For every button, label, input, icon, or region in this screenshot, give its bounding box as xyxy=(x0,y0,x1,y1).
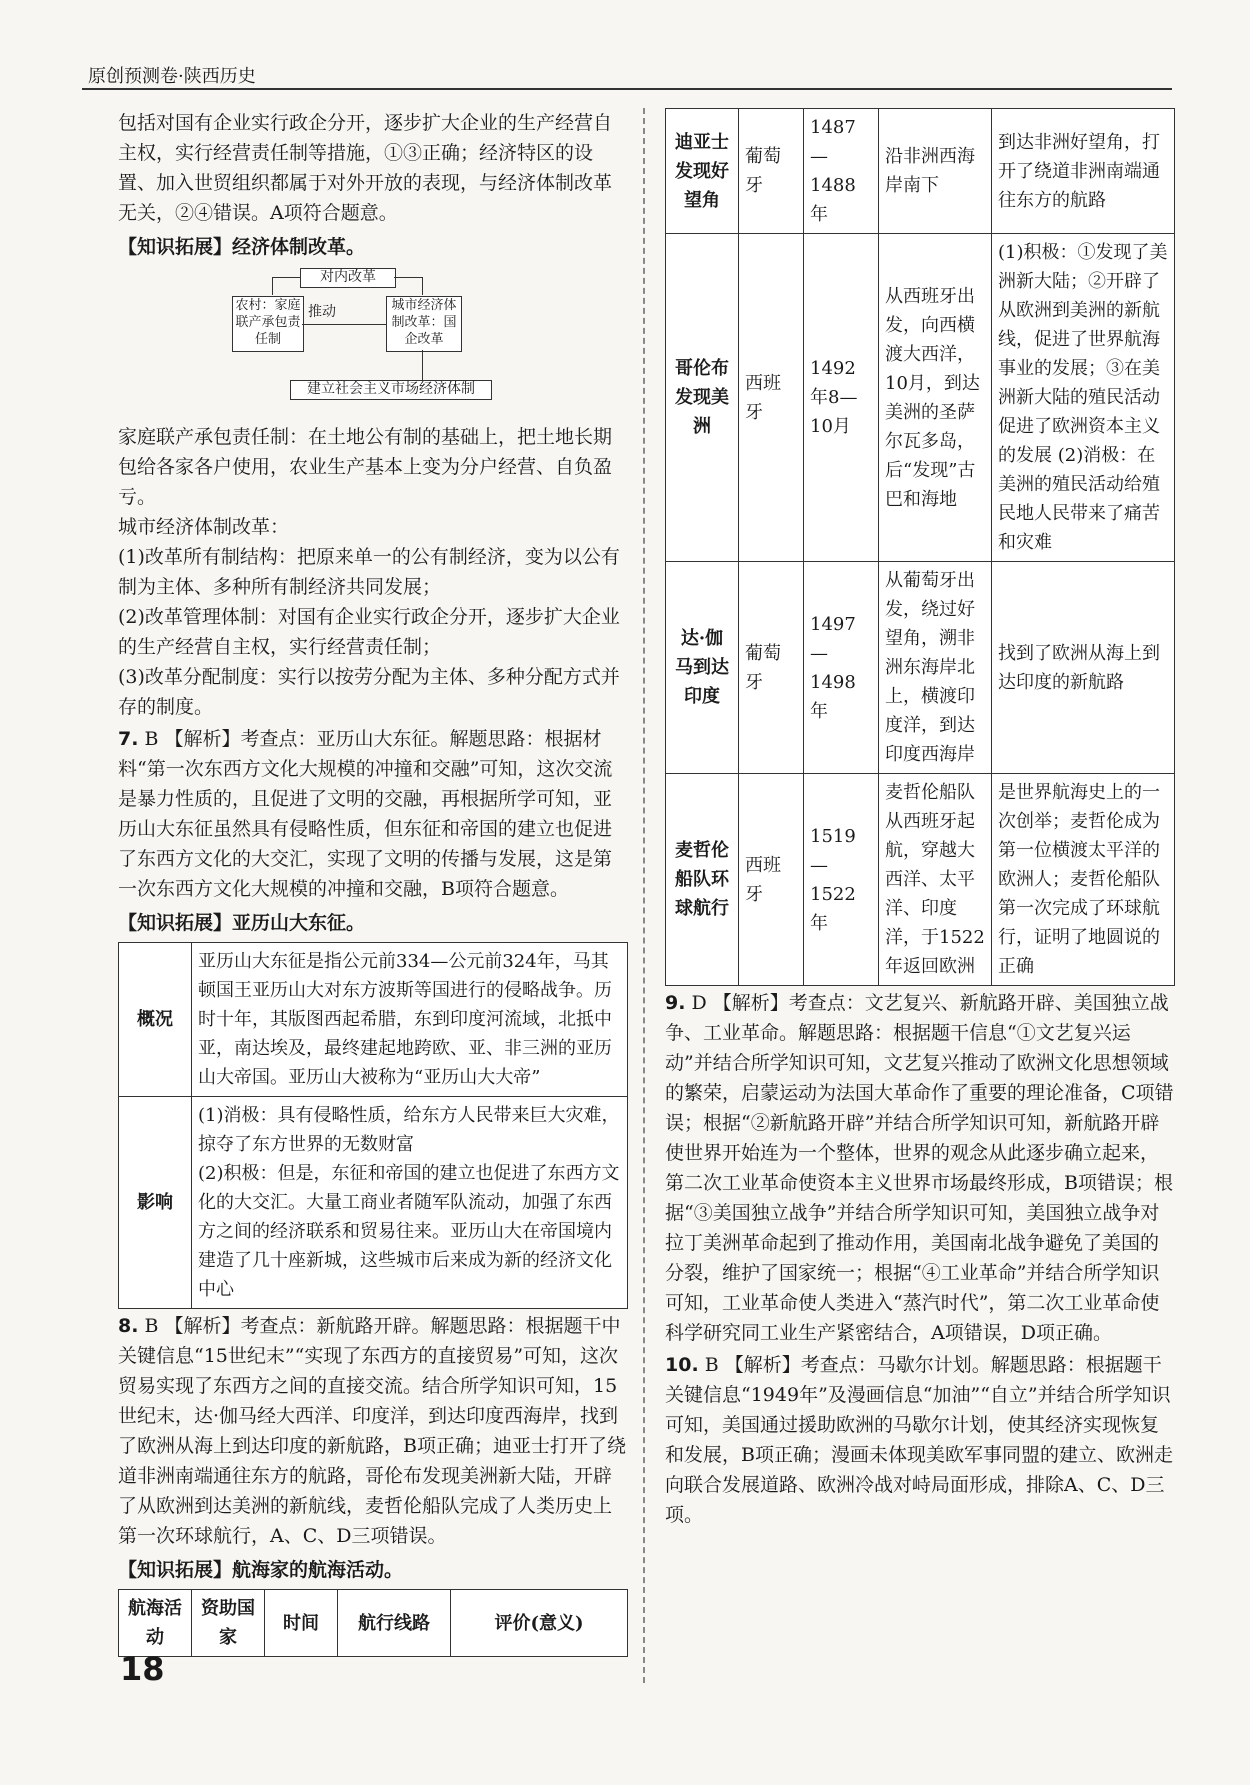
city-reform-item-1: (1)改革所有制结构：把原来单一的公有制经济，变为以公有制为主体、多种所有制经济共同发展； xyxy=(118,546,620,598)
impact-negative: (1)消极：具有侵略性质，给东方人民带来巨大灾难，掠夺了东方世界的无数财富 xyxy=(198,1105,620,1155)
flow-right-box: 城市经济体制改革：国企改革 xyxy=(386,296,462,352)
table-cell: 麦哲伦船队环球航行 xyxy=(666,774,739,986)
table-cell: 是世界航海史上的一次创举；麦哲伦成为第一位横渡太平洋的欧洲人；麦哲伦船队第一次完成了环球航行，证明了地圆说的正确 xyxy=(992,774,1175,986)
table-cell: 麦哲伦船队从西班牙起航，穿越大西洋、太平洋、印度洋，于1522年返回欧洲 xyxy=(879,774,992,986)
table-cell: 沿非洲西海岸南下 xyxy=(879,109,992,234)
knowledge-extension-title: 【知识拓展】航海家的航海活动。 xyxy=(118,1559,404,1581)
answer-9 xyxy=(665,988,1175,1348)
table-cell: 1487—1488年 xyxy=(804,109,879,234)
table-cell: 1492年8—10月 xyxy=(804,234,879,562)
city-reform-item-3: (3)改革分配制度：实行以按劳分配为主体、多种分配方式并存的制度。 xyxy=(118,666,620,718)
knowledge-extension-title: 【知识拓展】经济体制改革。 xyxy=(118,236,366,258)
flow-line xyxy=(394,277,422,278)
table-cell: 葡萄牙 xyxy=(739,562,804,774)
answer-text: B 【解析】考查点：亚历山大东征。解题思路：根据材料“第一次东西方文化大规模的冲撞和交融”可知，这次交流是暴力性质的，且促进了文明的交融，再根据所学可知，亚历山大东征虽然具有侵略性质，但东征和帝国的建立也促进了东西方文化的大交汇，实现了文明的传播与发展，这是第一次东西方文化大规模的冲撞和交融，B项符合题意。 xyxy=(118,728,613,900)
answer-8 xyxy=(118,1311,628,1551)
answer-7 xyxy=(118,724,628,904)
question-number: 7. xyxy=(118,728,139,750)
navigation-table-header xyxy=(118,1589,628,1657)
flow-arrow xyxy=(302,324,386,325)
table-cell: (1)积极：①发现了美洲新大陆；②开辟了从欧洲到美洲的新航线，促进了世界航海事业的发展；③在美洲新大陆的殖民活动促进了欧洲资本主义的发展 (2)消极：在美洲的殖民活动给殖民地人民带来了痛苦和灾难 xyxy=(992,234,1175,562)
table-cell: 达·伽马到达印度 xyxy=(666,562,739,774)
table-cell: 西班牙 xyxy=(739,774,804,986)
table-cell: 从西班牙出发，向西横渡大西洋，10月，到达美洲的圣萨尔瓦多岛，后“发现”古巴和海地 xyxy=(879,234,992,562)
question-number: 9. xyxy=(665,992,686,1014)
right-column xyxy=(665,108,1175,1530)
city-reform-item-2: (2)改革管理体制：对国有企业实行政企分开，逐步扩大企业的生产经营自主权，实行经营责任制； xyxy=(118,606,620,658)
table-cell: 1497—1498年 xyxy=(804,562,879,774)
city-reform-heading: 城市经济体制改革： xyxy=(118,516,290,538)
flow-arrow-label: 推动 xyxy=(308,304,336,320)
flow-bottom-box: 建立社会主义市场经济体制 xyxy=(290,380,492,400)
answer-text: B 【解析】考查点：马歇尔计划。解题思路：根据题干关键信息“1949年”及漫画信息“加油”“自立”并结合所学知识可知，美国通过援助欧洲的马歇尔计划，使其经济实现恢复和发展，B项正确；漫画未体现美欧军事同盟的建立、欧洲走向联合发展道路、欧洲冷战对峙局面形成，排除A、C、D三项。 xyxy=(665,1354,1173,1526)
reform-flowchart xyxy=(130,266,628,416)
table-cell: 西班牙 xyxy=(739,234,804,562)
page-header: 原创预测卷·陕西历史 xyxy=(88,66,256,87)
flow-line xyxy=(422,277,423,295)
flow-top-box: 对内改革 xyxy=(300,268,396,288)
table-row xyxy=(119,1097,628,1309)
answer-10 xyxy=(665,1350,1175,1530)
table-header-row xyxy=(119,1590,628,1657)
table-cell: 亚历山大东征是指公元前334—公元前324年，马其顿国王亚历山大对东方波斯等国进行的侵略战争。历时十年，其版图西起希腊，东到印度河流域，北抵中亚，南达埃及，最终建起地跨欧、亚、非三洲的亚历山大帝国。亚历山大被称为“亚历山大大帝” xyxy=(192,943,628,1097)
question-number: 10. xyxy=(665,1354,699,1376)
answer-text: B 【解析】考查点：新航路开辟。解题思路：根据题干中关键信息“15世纪末”“实现了东西方的直接贸易”可知，这次贸易实现了东西方之间的直接交流。结合所学知识可知，15世纪末，达·伽马经大西洋、印度洋，到达印度西海岸，找到了欧洲从海上到达印度的新航路，B项正确；迪亚士打开了绕道非洲南端通往东方的航路，哥伦布发现美洲新大陆，开辟了从欧洲到达美洲的新航线，麦哲伦船队完成了人类历史上第一次环球航行，A、C、D三项错误。 xyxy=(118,1315,626,1547)
row-header: 影响 xyxy=(119,1097,192,1309)
flow-line xyxy=(272,277,273,295)
flow-left-box: 农村：家庭联产承包责任制 xyxy=(232,296,304,352)
column-header: 资助国家 xyxy=(192,1590,265,1657)
table-row xyxy=(119,943,628,1097)
table-cell xyxy=(192,1097,628,1309)
intro-paragraph: 包括对国有企业实行政企分开，逐步扩大企业的生产经营自主权，实行经营责任制等措施，①③正确；经济特区的设置、加入世贸组织都属于对外开放的表现，与经济体制改革无关，②④错误。A项符合题意。 xyxy=(118,112,613,224)
alexander-table xyxy=(118,942,628,1309)
table-row xyxy=(666,234,1175,562)
column-header: 评价(意义) xyxy=(451,1590,628,1657)
table-cell: 找到了欧洲从海上到达印度的新航路 xyxy=(992,562,1175,774)
answer-text: D 【解析】考查点：文艺复兴、新航路开辟、美国独立战争、工业革命。解题思路：根据题干信息“①文艺复兴运动”并结合所学知识可知，文艺复兴推动了欧洲文化思想领域的繁荣，启蒙运动为法国大革命作了重要的理论准备，C项错误；根据“②新航路开辟”并结合所学知识可知，新航路开辟使世界开始连为一个整体，世界的观念从此逐步确立起来，第二次工业革命使资本主义世界市场最终形成，B项错误；根据“③美国独立战争”并结合所学知识可知，美国独立战争对拉丁美洲革命起到了推动作用，美国南北战争避免了美国的分裂，维护了国家统一；根据“④工业革命”并结合所学知识可知，工业革命使人类进入“蒸汽时代”，第二次工业革命使科学研究同工业生产紧密结合，A项错误，D项正确。 xyxy=(665,992,1174,1344)
table-cell: 从葡萄牙出发，绕过好望角，溯非洲东海岸北上，横渡印度洋，到达印度西海岸 xyxy=(879,562,992,774)
table-row xyxy=(666,109,1175,234)
table-cell: 1519—1522年 xyxy=(804,774,879,986)
page-number: 18 xyxy=(120,1650,165,1688)
table-cell: 迪亚士发现好望角 xyxy=(666,109,739,234)
left-column xyxy=(118,108,628,1657)
column-header: 航海活动 xyxy=(119,1590,192,1657)
table-cell: 到达非洲好望角，打开了绕道非洲南端通往东方的航路 xyxy=(992,109,1175,234)
impact-positive: (2)积极：但是，东征和帝国的建立也促进了东西方文化的大交汇。大量工商业者随军队流动，加强了东西方之间的经济联系和贸易往来。亚历山大在帝国境内建造了几十座新城，这些城市后来成为新的经济文化中心 xyxy=(198,1163,620,1300)
table-cell: 哥伦布发现美洲 xyxy=(666,234,739,562)
flow-line xyxy=(272,277,300,278)
column-divider xyxy=(643,108,645,1683)
column-header: 航行线路 xyxy=(338,1590,451,1657)
table-cell: 葡萄牙 xyxy=(739,109,804,234)
question-number: 8. xyxy=(118,1315,139,1337)
navigation-table xyxy=(665,108,1175,986)
flow-line xyxy=(422,350,423,380)
column-header: 时间 xyxy=(265,1590,338,1657)
row-header: 概况 xyxy=(119,943,192,1097)
family-contract-paragraph: 家庭联产承包责任制：在土地公有制的基础上，把土地长期包给各家各户使用，农业生产基本上变为分户经营、自负盈亏。 xyxy=(118,426,613,508)
header-rule xyxy=(82,88,1172,90)
table-row xyxy=(666,774,1175,986)
knowledge-extension-title: 【知识拓展】亚历山大东征。 xyxy=(118,912,366,934)
table-row xyxy=(666,562,1175,774)
